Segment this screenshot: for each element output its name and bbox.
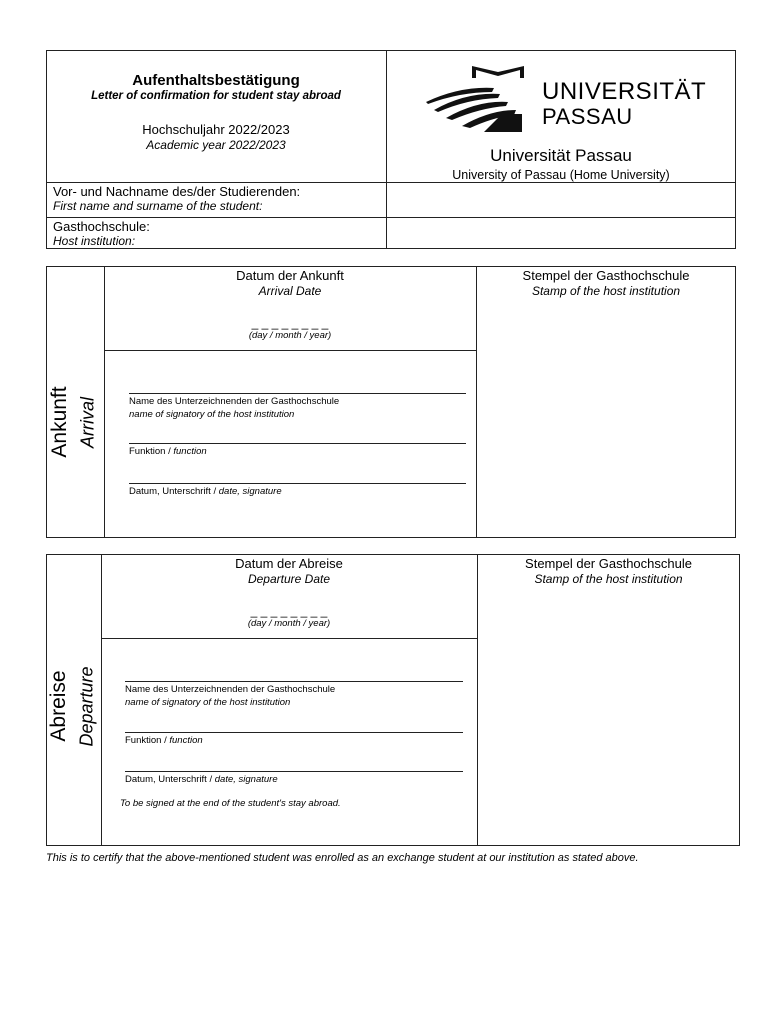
departure-date-signature-label-de: Datum, Unterschrift /	[125, 774, 215, 785]
departure-stamp-label-en: Stamp of the host institution	[534, 572, 683, 586]
arrival-date-label-en: Arrival Date	[258, 284, 322, 298]
departure-signatory-name-label-de: Name des Unterzeichnenden der Gasthochschule	[125, 684, 336, 695]
document-title: Aufenthaltsbestätigung	[132, 72, 300, 89]
departure-side-label-de: Abreise	[47, 670, 70, 742]
departure-date-block	[101, 556, 477, 629]
title-block	[46, 72, 386, 152]
host-institution-label	[53, 219, 150, 248]
departure-date-signature-label-en: date, signature	[214, 774, 278, 785]
departure-stamp-block	[477, 556, 740, 586]
arrival-function-label-de: Funktion /	[129, 446, 174, 457]
academic-year-en: Academic year 2022/2023	[146, 138, 286, 152]
departure-date-format: (day / month / year)	[247, 618, 331, 629]
departure-function-label	[125, 735, 203, 746]
student-name-label	[53, 184, 300, 213]
host-institution-label-de: Gasthochschule:	[53, 219, 150, 234]
departure-stamp-area[interactable]	[479, 592, 737, 844]
host-institution-field[interactable]	[387, 218, 735, 248]
certification-statement: This is to certify that the above-mentioned student was enrolled as an exchange student at our institution as stated above.	[46, 852, 639, 864]
university-logo-mark	[420, 62, 540, 134]
arrival-date-label-de: Datum der Ankunft	[236, 268, 344, 283]
departure-side-label-en: Departure	[76, 666, 97, 747]
departure-signatory-name-label-en: name of signatory of the host institution	[125, 697, 291, 708]
arrival-function-line[interactable]	[129, 443, 466, 444]
logo-text-line2: PASSAU	[542, 104, 633, 129]
arrival-signatory-name-label	[129, 396, 339, 420]
departure-signatory-name-line[interactable]	[125, 681, 463, 682]
document-subtitle: Letter of confirmation for student stay abroad	[91, 90, 341, 102]
arrival-date-field[interactable]: _ _ _ _ _ _ _ _	[251, 316, 329, 330]
departure-date-field[interactable]: _ _ _ _ _ _ _ _	[250, 604, 328, 618]
arrival-stamp-label-en: Stamp of the host institution	[531, 284, 681, 298]
student-name-label-de: Vor- und Nachname des/der Studierenden:	[53, 184, 301, 199]
arrival-signatory-name-label-en: name of signatory of the host institution	[129, 409, 295, 420]
departure-sign-note: To be signed at the end of the student's stay abroad.	[120, 798, 341, 809]
departure-date-label-de: Datum der Abreise	[235, 556, 343, 571]
student-name-field[interactable]	[387, 183, 735, 216]
arrival-stamp-block	[476, 268, 736, 298]
departure-date-signature-line[interactable]	[125, 771, 463, 772]
host-institution-label-en: Host institution:	[53, 234, 136, 248]
departure-signatory-name-label	[125, 684, 335, 708]
arrival-date-signature-label	[129, 486, 282, 497]
departure-function-label-en: function	[169, 735, 203, 746]
departure-date-signature-label	[125, 774, 278, 785]
arrival-date-signature-label-en: date, signature	[218, 486, 282, 497]
arrival-signatory-name-label-de: Name des Unterzeichnenden der Gasthochschule	[129, 396, 340, 407]
logo-text-line1: UNIVERSITÄT	[542, 78, 707, 105]
arrival-stamp-label-de: Stempel der Gasthochschule	[522, 268, 690, 283]
departure-date-label-en: Departure Date	[247, 572, 331, 586]
departure-stamp-label-de: Stempel der Gasthochschule	[525, 556, 692, 571]
departure-function-line[interactable]	[125, 732, 463, 733]
student-name-label-en: First name and surname of the student:	[53, 199, 263, 213]
arrival-date-signature-label-de: Datum, Unterschrift /	[129, 486, 219, 497]
university-name-en: University of Passau (Home University)	[452, 168, 670, 182]
university-logo	[420, 62, 710, 142]
arrival-date-format: (day / month / year)	[248, 330, 332, 341]
arrival-side-label-en: Arrival	[77, 397, 98, 449]
academic-year-de: Hochschuljahr 2022/2023	[142, 122, 290, 137]
arrival-side-label-de: Ankunft	[48, 386, 71, 458]
arrival-stamp-area[interactable]	[478, 302, 734, 536]
arrival-date-block	[104, 268, 476, 341]
arrival-date-signature-line[interactable]	[129, 483, 466, 484]
arrival-function-label-en: function	[173, 446, 207, 457]
departure-function-label-de: Funktion /	[125, 735, 170, 746]
university-name-de: Universität Passau	[490, 146, 632, 165]
arrival-function-label	[129, 446, 207, 457]
arrival-signatory-name-line[interactable]	[129, 393, 466, 394]
university-name-block	[386, 146, 736, 182]
